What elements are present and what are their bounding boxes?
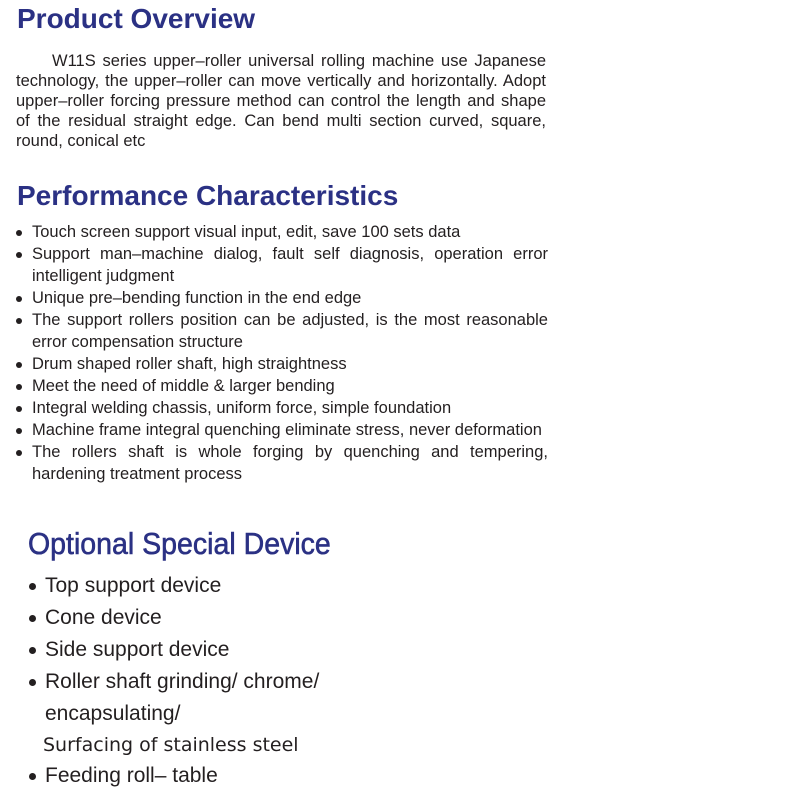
bullet-icon — [29, 615, 36, 622]
bullet-icon — [16, 252, 22, 258]
bullet-icon — [29, 679, 36, 686]
list-item — [28, 634, 528, 666]
list-item-text: Unique pre–bending function in the end edge — [32, 289, 362, 307]
list-item-text: Roller shaft grinding/ chrome/ — [45, 670, 320, 693]
list-item-text: The rollers shaft is whole forging by quenching and tempering, hardening treatment process — [32, 443, 548, 483]
optional-device-list — [28, 570, 528, 792]
list-item — [14, 441, 548, 485]
list-item — [14, 375, 548, 397]
list-item-text-continued: encapsulating/ — [45, 702, 181, 725]
list-item — [28, 666, 528, 760]
list-item — [14, 243, 548, 287]
bullet-icon — [16, 384, 22, 390]
list-item-text: Drum shaped roller shaft, high straightness — [32, 355, 347, 373]
list-item — [14, 221, 548, 243]
bullet-icon — [16, 362, 22, 368]
bullet-icon — [16, 230, 22, 236]
list-item — [14, 309, 548, 353]
list-item-text: Integral welding chassis, uniform force, simple foundation — [32, 399, 452, 417]
list-item-text: Top support device — [45, 574, 222, 597]
performance-list — [14, 221, 548, 485]
product-overview-paragraph: W11S series upper–roller universal rolling machine use Japanese technology, the upper–roller can move vertically and horizontally. Adopt upper–roller forcing pressure method can control the length and shape of the residual straight edge. Can bend multi section curved, square, round, conical etc — [16, 52, 546, 150]
list-item-text: Cone device — [45, 606, 162, 629]
list-item — [14, 419, 548, 441]
bullet-icon — [29, 647, 36, 654]
product-overview-heading: Product Overview — [17, 3, 256, 34]
list-item-text: Support man–machine dialog, fault self diagnosis, operation error intelligent judgment — [32, 245, 548, 285]
list-item — [28, 570, 528, 602]
bullet-icon — [29, 773, 36, 780]
list-item — [14, 287, 548, 309]
optional-special-device-heading: Optional Special Device — [28, 526, 331, 561]
list-item — [28, 602, 528, 634]
bullet-icon — [16, 296, 22, 302]
list-item — [14, 353, 548, 375]
bullet-icon — [16, 450, 22, 456]
performance-characteristics-heading: Performance Characteristics — [17, 180, 399, 211]
list-item — [28, 760, 528, 792]
list-item-text: Side support device — [45, 638, 230, 661]
bullet-icon — [16, 428, 22, 434]
list-item-text: Feeding roll– table — [45, 764, 218, 787]
list-item-text: Meet the need of middle & larger bending — [32, 377, 335, 395]
list-item-text-continued: Surfacing of stainless steel — [43, 734, 299, 756]
bullet-icon — [16, 406, 22, 412]
list-item-text: Touch screen support visual input, edit, save 100 sets data — [32, 223, 461, 241]
bullet-icon — [16, 318, 22, 324]
list-item-text: Machine frame integral quenching eliminate stress, never deformation — [32, 421, 542, 439]
list-item — [14, 397, 548, 419]
list-item-text: The support rollers position can be adjusted, is the most reasonable error compensation structure — [32, 311, 548, 351]
bullet-icon — [29, 583, 36, 590]
